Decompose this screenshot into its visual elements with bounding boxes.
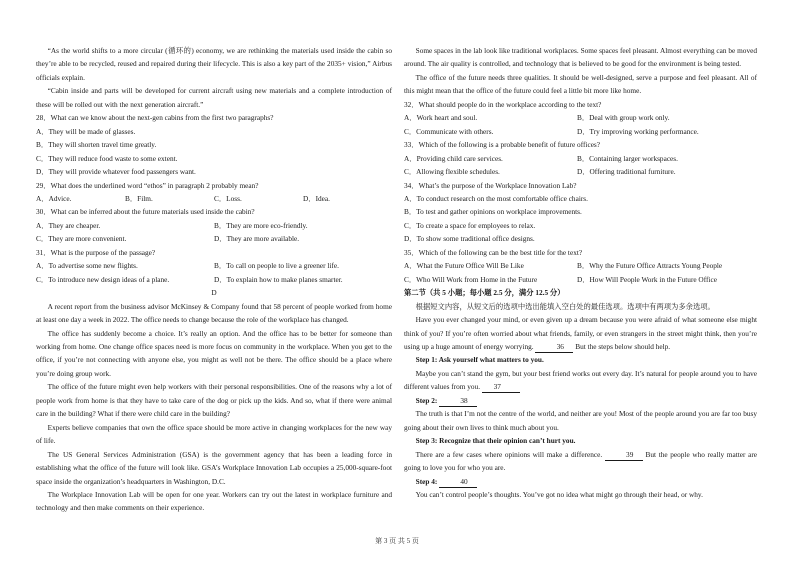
question-34-stem: 34．What’s the purpose of the Workplace Innovation Lab? [404, 180, 577, 190]
question-30-options-row [36, 232, 392, 245]
section-2-title: 第二节（共 5 小题；每小题 2.5 分，满分 12.5 分） [404, 288, 565, 298]
cloze-paragraph [404, 367, 757, 394]
passage-paragraph: Some spaces in the lab look like traditional workplaces. Some spaces feel pleasant. Almost everything can be moved around. The air quality is controlled, and technology that is believed to be good for the environment is being tested. [404, 46, 757, 69]
passage-paragraph: “As the world shifts to a more circular (循环的) economy, we are rethinking the materials used inside the cabin so they’re able to be recycled, reused and repaired during their lifecycle. This is also a key part of the 2035+ vision,” Airbus officials explain. [36, 46, 392, 82]
passage-paragraph: The office of the future needs three qualities. It should be well-designed, serve a purpose and feel pleasant. All of this might mean that the office of the future could feel a little bit more like home. [404, 72, 757, 96]
option: D．Try improving working performance. [576, 126, 699, 136]
option: D．To show some traditional office designs. [404, 234, 535, 244]
option: D．They will provide whatever food passengers want. [36, 167, 196, 177]
question-33-stem: 33．Which of the following is a probable benefit of future offices? [404, 140, 601, 150]
question-35-options-row [404, 273, 757, 286]
option: C．Allowing flexible schedules. [404, 167, 500, 177]
answer-blank-36[interactable]: 36 [535, 342, 573, 353]
answer-blank-40[interactable]: 40 [439, 477, 477, 488]
question-32-stem: 32．What should people do in the workplace according to the text? [404, 99, 602, 109]
passage-paragraph: You can’t control people’s thoughts. You’ve got no idea what might go through their head, or why. [415, 489, 703, 499]
option: D．Offering traditional furniture. [576, 167, 676, 177]
question-35-stem: 35．Which of the following can be the best title for the text? [404, 247, 583, 257]
question-29-stem: 29．What does the underlined word “ethos” in paragraph 2 probably mean? [36, 180, 259, 190]
passage-paragraph: The office of the future might even help workers with their personal responsibilities. One of the reasons why a lot of people work from home is that they have to take care of the dog or pick up the kids. And so, what if there were animal care in the building? What if there were child care in the building? [36, 382, 392, 419]
option: B．To call on people to live a greener life. [214, 261, 339, 271]
question-31-options-row [36, 273, 392, 286]
page-footer: 第 3 页 共 5 页 [375, 537, 419, 545]
question-31-stem: 31．What is the purpose of the passage? [36, 247, 156, 257]
option: D．They are more available. [214, 234, 300, 244]
question-31-options-row [36, 259, 392, 272]
option: C．They are more convenient. [36, 234, 127, 244]
passage-paragraph: The US General Services Administration (GSA) is the government agency that has been a leading force in establishing what the office of the future will look like. GSA’s Workplace Innovation Lab occupies a 25,000-square-foot space inside the organization’s headquarters in Washington, D.C. [36, 449, 392, 486]
option: C．Who Will Work from Home in the Future [404, 274, 538, 284]
option: D．Idea. [303, 193, 330, 203]
step-label: Step 2: [415, 395, 440, 405]
passage-paragraph: “Cabin inside and parts will be developed for current aircraft using new materials and a complete introduction of these will be rolled out with the next generation aircraft.” [36, 86, 392, 109]
option: A．Providing child care services. [404, 153, 503, 163]
option: B．Deal with group work only. [576, 113, 670, 123]
option: A．Work heart and soul. [404, 113, 478, 123]
question-29-options [36, 192, 392, 205]
option: C．They will reduce food waste to some extent. [36, 153, 178, 163]
section-2-instructions: 根据短文内容，从短文后的选项中选出能填入空白处的最佳选项。选项中有两项为多余选项。 [415, 301, 715, 311]
option: C．Communicate with others. [404, 126, 494, 136]
question-33-options-row [404, 152, 757, 165]
option: B．Why the Future Office Attracts Young People [576, 261, 723, 271]
cloze-text: But the people who really matter are going to love you for who you are. [404, 449, 757, 473]
cloze-text: Maybe you can’t stand the gym, but your best friend works out every day. It’s natural for people around you to have different values from you. [404, 368, 757, 392]
cloze-text: There are a few cases where opinions will make a difference. [415, 449, 605, 459]
passage-paragraph: The office has suddenly become a choice. It’s really an option. And the office has to be better for someone than working from home. One change office spaces need is more focus on community in the workplace. When you get to the office, if you’re not connecting with anyone else, you might as well not be there. The office should be a place where you’re doing group work. [36, 328, 392, 378]
question-28-stem: 28．What can we know about the next-gen cabins from the first two paragraphs? [36, 113, 274, 123]
step-label: Step 4: [415, 476, 440, 486]
passage-paragraph: A recent report from the business advisor McKinsey & Company found that 58 percent of people worked from home at least one day a week in 2022. The office needs to change because the role of the workplace has changed. [36, 301, 392, 325]
option: C．To create a space for employees to relax. [404, 220, 536, 230]
option: C．To introduce new design ideas of a plane. [36, 274, 170, 284]
question-32-options-row [404, 125, 757, 138]
cloze-text: But the steps below should help. [573, 341, 671, 351]
cloze-paragraph [404, 313, 757, 353]
step-1-heading: Step 1: Ask yourself what matters to you. [415, 355, 544, 365]
option: C．Loss. [214, 193, 242, 203]
option: A．What the Future Office Will Be Like [404, 261, 524, 271]
option: A．They are cheaper. [36, 220, 101, 230]
option: B．They will shorten travel time greatly. [36, 140, 157, 150]
question-33-options-row [404, 165, 757, 178]
cloze-paragraph [404, 448, 757, 475]
answer-blank-37[interactable]: 37 [482, 382, 520, 393]
question-30-stem: 30．What can be inferred about the future materials used inside the cabin? [36, 207, 255, 217]
answer-blank-38[interactable]: 38 [439, 396, 477, 407]
option: D．How Will People Work in the Future Office [576, 274, 717, 284]
right-column [404, 44, 757, 501]
option: B．Containing larger workspaces. [576, 153, 678, 163]
question-35-options-row [404, 259, 757, 272]
step-4-heading [404, 475, 757, 488]
question-32-options-row [404, 111, 757, 124]
section-d-heading: D [211, 288, 217, 298]
option: B．Film. [125, 193, 153, 203]
passage-paragraph: The Workplace Innovation Lab will be open for one year. Workers can try out the latest in workplace furniture and technology and then make comments on their experience. [36, 489, 392, 513]
cloze-text: Have you ever changed your mind, or even given up a dream because you were afraid of what someone else might think of you? If you’re often worried about what friends, family, or even strangers in the street might think, then you’re using up a huge amount of energy worrying. [404, 315, 757, 351]
left-column [36, 44, 392, 515]
step-2-heading [404, 394, 757, 407]
passage-paragraph: Experts believe companies that own the office space should be more active in changing workplaces for the new way of life. [36, 422, 392, 446]
option: A．To advertise some new flights. [36, 261, 138, 271]
option: B．They are more eco-friendly. [214, 220, 308, 230]
option: A．To conduct research on the most comfortable office chairs. [404, 193, 588, 203]
question-30-options-row [36, 219, 392, 232]
passage-paragraph: The truth is that I’m not the centre of the world, and neither are you! Most of the people around you are far too busy going about their own lives to think much about you. [404, 409, 757, 432]
option: A．Advice. [36, 193, 72, 203]
answer-blank-39[interactable]: 39 [605, 450, 643, 461]
step-3-heading: Step 3: Recognize that their opinion can’t hurt you. [415, 436, 576, 446]
option: D．To explain how to make planes smarter. [214, 274, 343, 284]
option: A．They will be made of glasses. [36, 126, 136, 136]
option: B．To test and gather opinions on workplace improvements. [404, 207, 582, 217]
